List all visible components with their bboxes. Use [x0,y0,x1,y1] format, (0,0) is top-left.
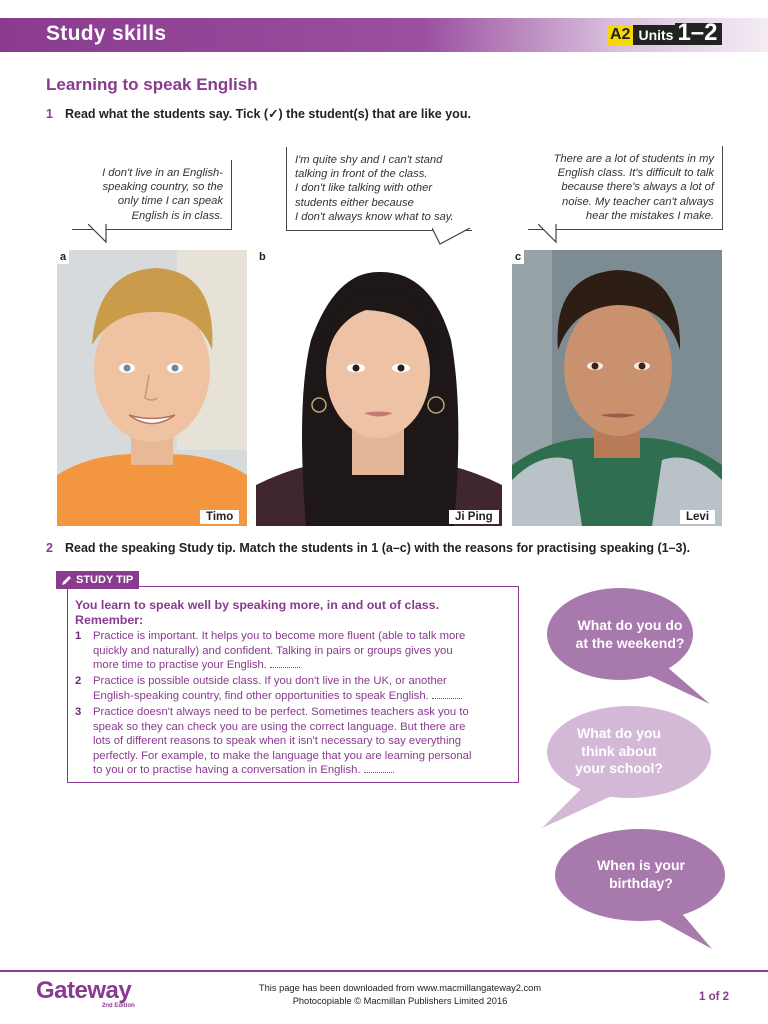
answer-blank-2[interactable] [432,690,462,699]
exercise-1-instruction [46,106,471,121]
quote-bubble-b [286,147,472,231]
study-tip-heading-line: You learn to speak well by speaking more, in and out of class. [75,598,440,612]
study-tip-line: perfectly. For example, to make the language that you are learning personal [93,749,472,762]
speech-line: your school? [575,760,663,776]
photo-ji-ping [256,250,502,526]
footer-download-note: This page has been downloaded from www.macmillangateway2.com [258,983,542,993]
footer-copyright: Photocopiable © Macmillan Publishers Limited 2016 [292,996,508,1006]
speech-text-school [546,725,692,778]
quote-line: only time I can speak [117,195,223,208]
study-tip-line: Practice is possible outside class. If you don't live in the UK, or another [93,675,447,687]
speech-text-birthday [566,857,716,892]
quote-tail-b [432,226,476,246]
quote-line: I'm quite shy and I can't stand [295,154,443,166]
quote-line: I don't live in an English- [102,167,223,179]
study-tip-item-number: 3 [75,706,82,718]
photo-letter-a: a [57,250,69,264]
answer-blank-1[interactable] [270,659,300,668]
level-badge [607,19,722,46]
speech-line: birthday? [609,874,673,891]
level-label: A2 [607,25,633,45]
study-tip-line: quickly and naturally) and confident. Talking in pairs or groups gives you [93,644,453,657]
quote-line: speaking country, so the [102,181,223,194]
quote-line: hear the mistakes I make. [585,209,714,222]
quote-line: students either because [295,196,414,209]
teen-portrait-illustration [512,250,722,526]
speech-line: What do you do [577,617,683,633]
page-number: 1 of 2 [699,991,730,1003]
study-tip-line: English-speaking country, find other opportunities to speak English. [93,689,429,702]
units-label: Units [633,25,676,45]
study-tip-line: Practice doesn't always need to be perfect. Sometimes teachers ask you to [93,706,469,718]
photo-letter-c: c [512,250,524,264]
photo-levi [512,250,722,526]
speech-text-weekend [556,617,704,652]
photo-timo [57,250,247,526]
quote-line: I don't like talking with other [295,182,433,195]
answer-blank-3[interactable] [364,764,394,773]
footer-rule [0,970,768,972]
study-tip-line: speak so they can check you are using the correct language. But there are [93,720,466,733]
exercise-2-number: 2 [46,541,53,555]
quote-line: There are a lot of students in my [553,153,714,165]
gateway-edition: 2nd Edition [102,1003,135,1009]
quote-line: I don't always know what to say. [295,210,454,223]
quote-bubble-a [72,160,232,230]
quote-line: English is in class. [131,209,223,222]
quote-line: English class. It's difficult to talk [557,167,714,180]
quote-line: because there's always a lot of [561,181,714,194]
study-tip-line: more time to practise your English. [93,659,267,672]
speech-line: think about [581,742,657,759]
boy-portrait-illustration [57,250,247,526]
exercise-2-text: Read the speaking Study tip. Match the students in 1 (a–c) with the reasons for practising speaking (1–3). [65,541,691,555]
study-tip-line: lots of different reasons to speak when it isn't necessary to say everything [93,735,462,748]
study-tip-heading [75,598,515,627]
exercise-2-instruction [46,541,690,555]
study-tip-line: to you or to practise having a conversation in English. [93,764,361,777]
photo-name-ji-ping: Ji Ping [449,510,499,524]
quote-tail-a [88,224,118,244]
study-tip-heading-line: Remember: [75,612,144,627]
quote-bubble-c [528,146,723,230]
study-tip-label [56,571,139,589]
photo-letter-b: b [256,250,269,264]
study-tip-item-2 [75,674,515,703]
section-title: Learning to speak English [46,75,258,94]
girl-portrait-illustration [256,250,502,526]
study-tip-item-number: 2 [75,675,82,687]
speech-line: When is your [597,857,685,873]
pencil-icon [61,575,72,586]
exercise-1-text: Read what the students say. Tick (✓) the student(s) that are like you. [65,107,471,121]
speech-line: at the weekend? [575,634,685,651]
study-tip-label-text: STUDY TIP [76,574,134,586]
study-tip-item-number: 1 [75,630,82,642]
page-title: Study skills [46,22,167,45]
study-tip-item-1 [75,629,515,673]
photo-name-timo: Timo [200,510,239,524]
units-range: 1–2 [675,23,721,45]
quote-tail-c [538,224,568,244]
study-tip-line: Practice is important. It helps you to become more fluent (able to talk more [93,630,466,642]
study-tip-item-3 [75,705,515,778]
gateway-logo: Gateway [36,977,132,1004]
exercise-1-number: 1 [46,107,53,121]
photo-name-levi: Levi [680,510,715,524]
quote-line: talking in front of the class. [295,168,428,181]
quote-line: noise. My teacher can't always [562,195,714,208]
speech-line: What do you [577,725,661,741]
